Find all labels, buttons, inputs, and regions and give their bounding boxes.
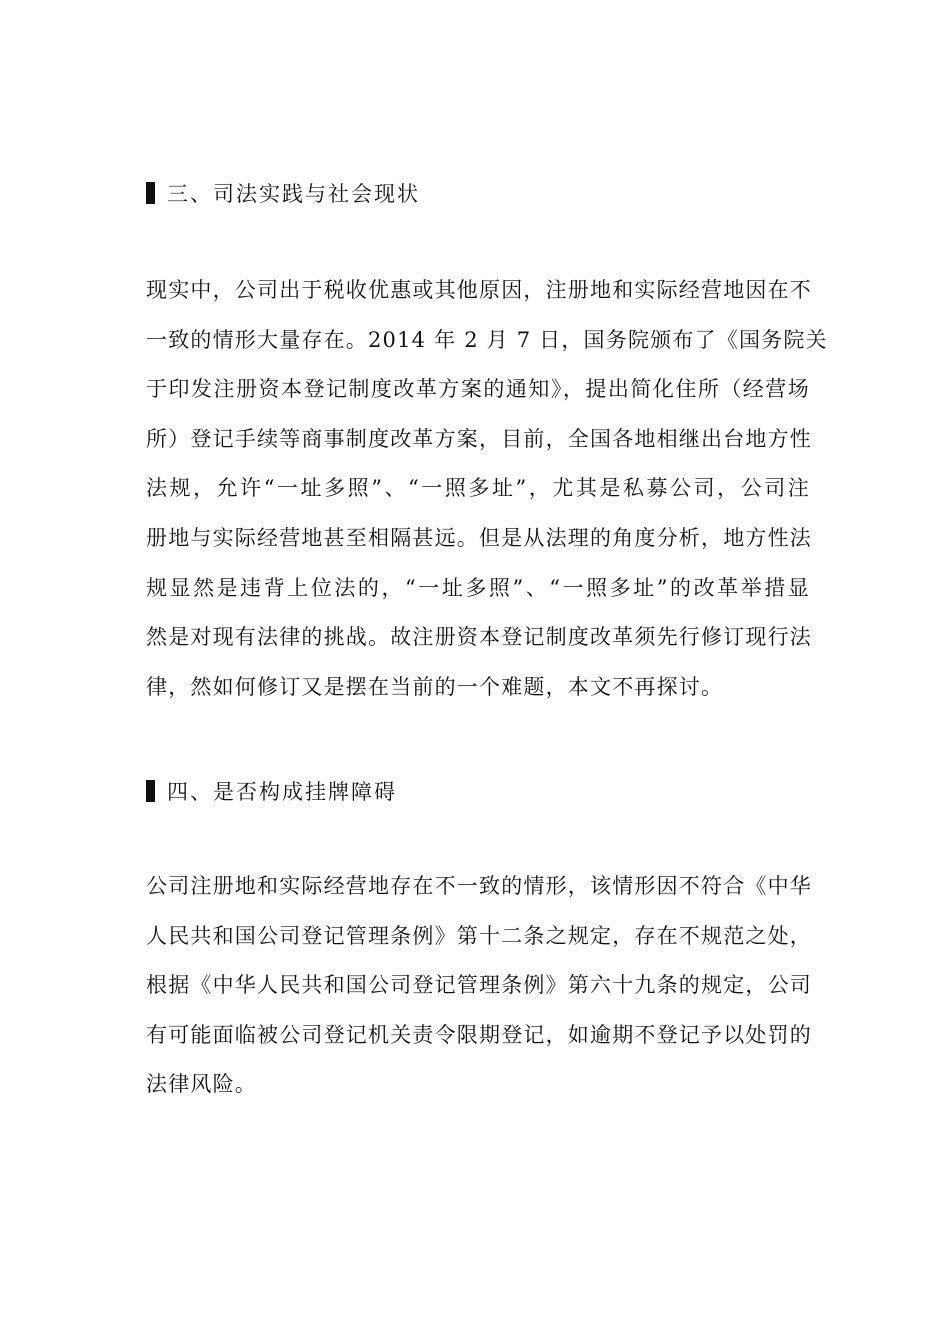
section-4-paragraph: [146, 862, 810, 1110]
paragraph-line: 一致的情形大量存在。2014 年 2 月 7 日，国务院颁布了《国务院关: [146, 327, 828, 352]
paragraph-line: 律，然如何修订又是摆在当前的一个难题，本文不再探讨。: [146, 674, 724, 699]
section-heading-3: [146, 178, 420, 208]
paragraph-line: 有可能面临被公司登记机关责令限期登记，如逾期不登记予以处罚的: [146, 1022, 812, 1047]
paragraph-line: 法规，允许“一址多照”、“一照多址”，尤其是私募公司，公司注: [146, 476, 810, 501]
paragraph-line: 然是对现有法律的挑战。故注册资本登记制度改革须先行修订现行法: [146, 625, 812, 650]
paragraph-line: 公司注册地和实际经营地存在不一致的情形，该情形因不符合《中华: [146, 874, 812, 898]
section-heading-3-text: 三、司法实践与社会现状: [167, 182, 420, 206]
section-3-paragraph: [146, 266, 828, 712]
paragraph-line: 人民共和国公司登记管理条例》第十二条之规定，存在不规范之处，: [146, 923, 812, 948]
paragraph-line: 所）登记手续等商事制度改革方案，目前，全国各地相继出台地方性: [146, 426, 812, 451]
paragraph-line: 规显然是违背上位法的，“一址多照”、“一照多址”的改革举措显: [146, 575, 810, 600]
heading-marker-icon: [146, 182, 155, 204]
paragraph-line: 根据《中华人民共和国公司登记管理条例》第六十九条的规定，公司: [146, 973, 812, 998]
section-heading-4-text: 四、是否构成挂牌障碍: [167, 780, 397, 804]
paragraph-line: 于印发注册资本登记制度改革方案的通知》，提出简化住所（经营场: [146, 377, 810, 402]
paragraph-line: 册地与实际经营地甚至相隔甚远。但是从法理的角度分析，地方性法: [146, 525, 812, 550]
section-heading-4: [146, 776, 397, 806]
heading-marker-icon: [146, 780, 155, 802]
paragraph-line: 现实中，公司出于税收优惠或其他原因，注册地和实际经营地因在不: [146, 278, 812, 302]
paragraph-line: 法律风险。: [146, 1072, 257, 1097]
